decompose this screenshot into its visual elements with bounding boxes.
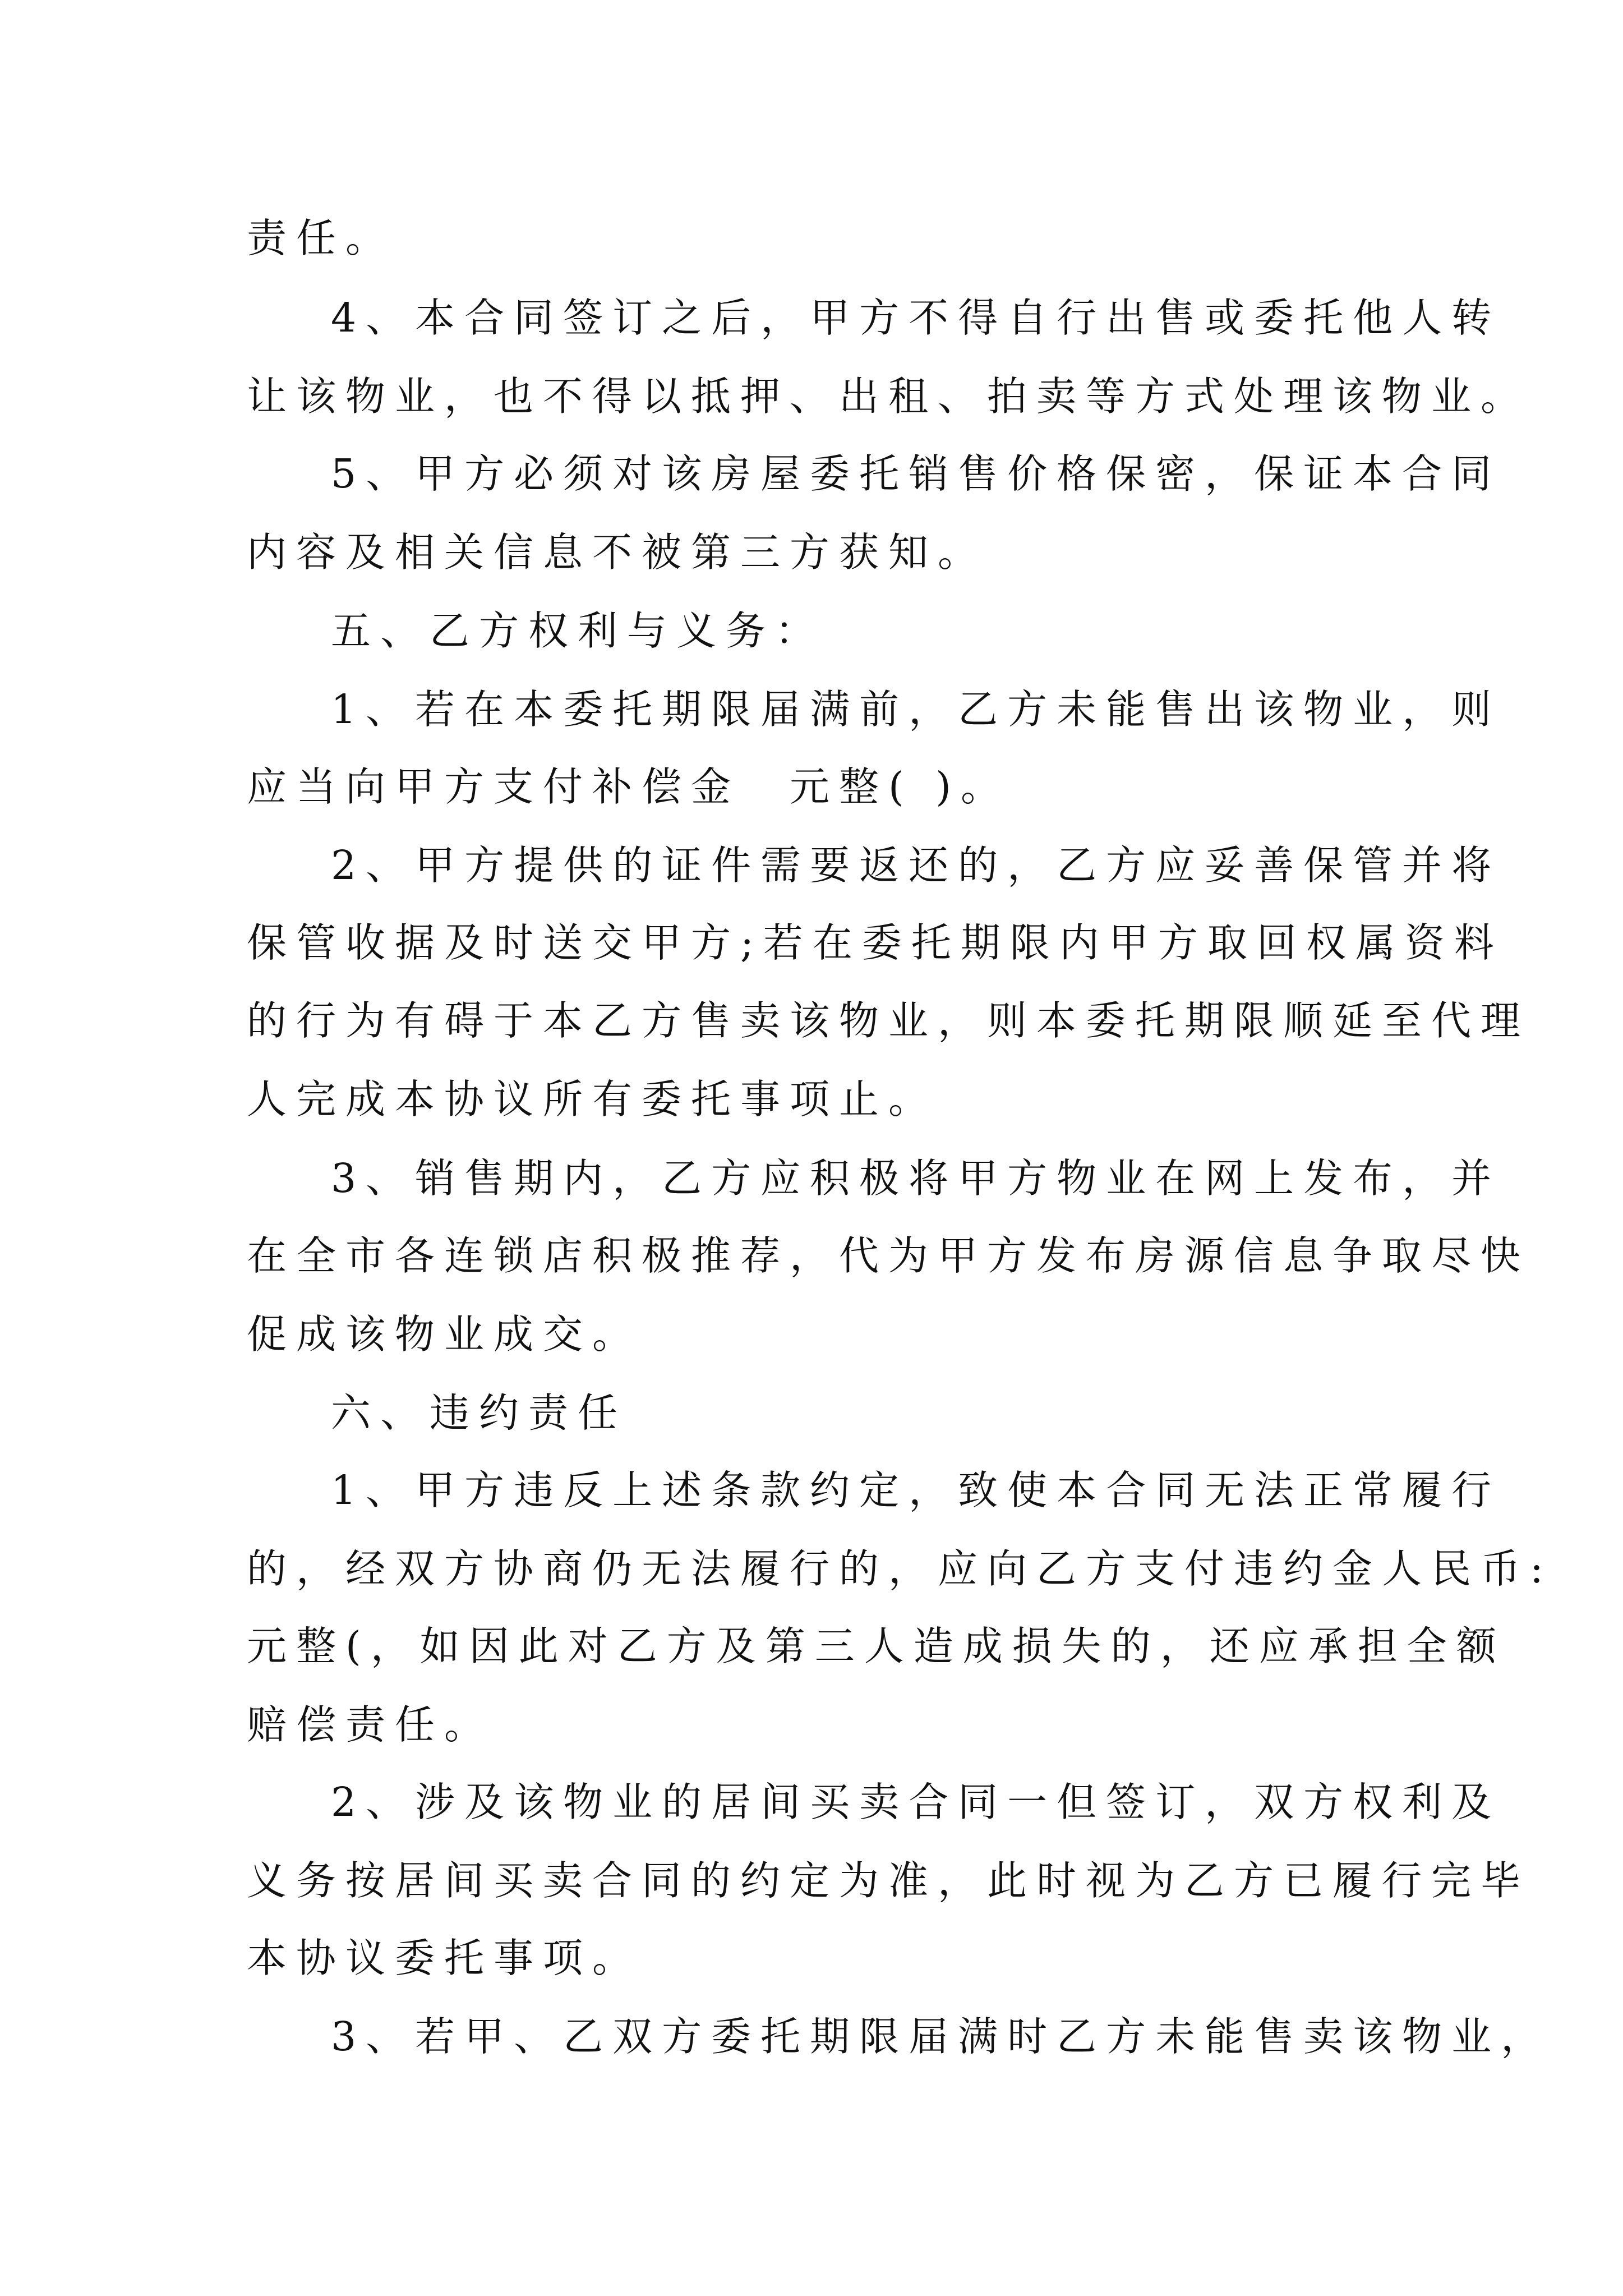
text-line-21: 2、涉及该物业的居间买卖合同一但签订，双方权利及	[331, 1779, 1501, 1825]
text-line-18: 的，经双方协商仍无法履行的，应向乙方支付违约金人民币:	[247, 1545, 1553, 1592]
text-line-22: 义务按居间买卖合同的约定为准，此时视为乙方已履行完毕	[247, 1857, 1530, 1904]
text-line-14: 在全市各连锁店积极推荐，代为甲方发布房源信息争取尽快	[247, 1232, 1530, 1279]
text-line-5: 内容及相关信息不被第三方获知。	[247, 529, 988, 576]
text-line-8: 应当向甲方支付补偿金 元整( )。	[247, 763, 1010, 810]
text-line-13: 3、销售期内，乙方应积极将甲方物业在网上发布，并	[331, 1155, 1501, 1202]
text-line-9: 2、甲方提供的证件需要返还的，乙方应妥善保管并将	[331, 842, 1501, 889]
text-line-11: 的行为有碍于本乙方售卖该物业，则本委托期限顺延至代理	[247, 997, 1530, 1044]
text-line-3: 让该物业，也不得以抵押、出租、拍卖等方式处理该物业。	[247, 373, 1530, 420]
section-heading-6: 六、违约责任	[331, 1389, 628, 1436]
text-line-10: 保管收据及时送交甲方;若在委托期限内甲方取回权属资料	[247, 919, 1504, 966]
text-line-12: 人完成本协议所有委托事项止。	[247, 1076, 938, 1122]
text-line-24: 3、若甲、乙双方委托期限届满时乙方未能售卖该物业，	[331, 2013, 1551, 2060]
text-line-20: 赔偿责任。	[247, 1701, 494, 1748]
text-line-19: 元整(，如因此对乙方及第三人造成损失的，还应承担全额	[247, 1623, 1506, 1669]
text-line-7: 1、若在本委托期限届满前，乙方未能售出该物业，则	[331, 686, 1501, 733]
text-line-15: 促成该物业成交。	[247, 1311, 642, 1358]
text-line-4: 5、甲方必须对该房屋委托销售价格保密，保证本合同	[331, 450, 1501, 497]
text-line-1: 责任。	[247, 215, 395, 261]
text-line-23: 本协议委托事项。	[247, 1935, 642, 1981]
section-heading-5: 五、乙方权利与义务：	[331, 608, 825, 654]
text-line-17: 1、甲方违反上述条款约定，致使本合同无法正常履行	[331, 1467, 1501, 1513]
text-line-2: 4、本合同签订之后，甲方不得自行出售或委托他人转	[331, 295, 1501, 341]
